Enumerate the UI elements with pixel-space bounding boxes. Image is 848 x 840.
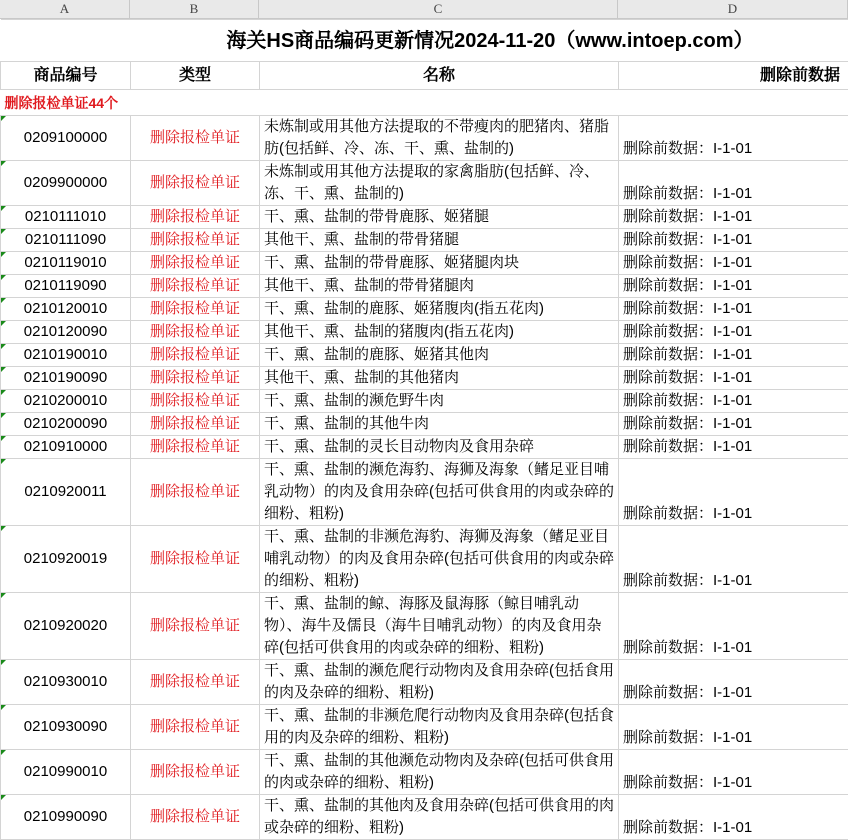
code-cell[interactable]: 0210111090 [1,229,131,252]
prev-data-cell[interactable]: 删除前数据：I-1-01 [619,344,848,367]
type-cell[interactable]: 删除报检单证 [131,660,260,705]
code-cell[interactable]: 0209100000 [1,116,131,161]
code-cell[interactable]: 0209900000 [1,161,131,206]
prev-data-cell[interactable]: 删除前数据：I-1-01 [619,593,848,660]
table-row [1,229,848,252]
name-cell[interactable]: 未炼制或用其他方法提取的家禽脂肪(包括鲜、冷、冻、干、熏、盐制的) [260,161,619,206]
prev-data-cell[interactable]: 删除前数据：I-1-01 [619,390,848,413]
table-row [1,206,848,229]
table-row [1,413,848,436]
name-cell[interactable]: 其他干、熏、盐制的带骨猪腿 [260,229,619,252]
name-cell[interactable]: 干、熏、盐制的灵长目动物肉及食用杂碎 [260,436,619,459]
header-type[interactable]: 类型 [131,62,260,90]
type-cell[interactable]: 删除报检单证 [131,593,260,660]
code-cell[interactable]: 0210930090 [1,705,131,750]
code-cell[interactable]: 0210111010 [1,206,131,229]
name-cell[interactable]: 干、熏、盐制的其他肉及食用杂碎(包括可供食用的肉或杂碎的细粉、粗粉) [260,795,619,840]
table-row [1,750,848,795]
header-prev[interactable]: 删除前数据 [619,62,848,90]
type-cell[interactable]: 删除报检单证 [131,413,260,436]
spreadsheet-grid [0,19,848,840]
table-row [1,252,848,275]
prev-data-cell[interactable]: 删除前数据：I-1-01 [619,413,848,436]
prev-data-cell[interactable]: 删除前数据：I-1-01 [619,161,848,206]
table-row [1,321,848,344]
code-cell[interactable]: 0210120010 [1,298,131,321]
code-cell[interactable]: 0210990010 [1,750,131,795]
type-cell[interactable]: 删除报检单证 [131,795,260,840]
column-header-d[interactable]: D [618,0,848,18]
type-cell[interactable]: 删除报检单证 [131,367,260,390]
column-header-bar [0,0,848,19]
prev-data-cell[interactable]: 删除前数据：I-1-01 [619,526,848,593]
table-row [1,459,848,526]
name-cell[interactable]: 其他干、熏、盐制的猪腹肉(指五花肉) [260,321,619,344]
name-cell[interactable]: 干、熏、盐制的非濒危爬行动物肉及食用杂碎(包括食用的肉及杂碎的细粉、粗粉) [260,705,619,750]
table-row [1,161,848,206]
type-cell[interactable]: 删除报检单证 [131,390,260,413]
name-cell[interactable]: 干、熏、盐制的带骨鹿豚、姬猪腿 [260,206,619,229]
code-cell[interactable]: 0210910000 [1,436,131,459]
table-row [1,298,848,321]
code-cell[interactable]: 0210119010 [1,252,131,275]
table-row [1,275,848,298]
name-cell[interactable]: 其他干、熏、盐制的带骨猪腿肉 [260,275,619,298]
type-cell[interactable]: 删除报检单证 [131,229,260,252]
type-cell[interactable]: 删除报检单证 [131,526,260,593]
code-cell[interactable]: 0210200010 [1,390,131,413]
table-row [1,116,848,161]
type-cell[interactable]: 删除报检单证 [131,298,260,321]
type-cell[interactable]: 删除报检单证 [131,321,260,344]
table-row [1,795,848,840]
type-cell[interactable]: 删除报检单证 [131,344,260,367]
type-cell[interactable]: 删除报检单证 [131,116,260,161]
code-cell[interactable]: 0210920019 [1,526,131,593]
type-cell[interactable]: 删除报检单证 [131,705,260,750]
header-code[interactable]: 商品编号 [1,62,131,90]
table-row [1,526,848,593]
prev-data-cell[interactable]: 删除前数据：I-1-01 [619,116,848,161]
sheet-title[interactable]: 海关HS商品编码更新情况2024-11-20（www.intoep.com） [1,20,848,62]
prev-data-cell[interactable]: 删除前数据：I-1-01 [619,206,848,229]
table-row [1,344,848,367]
section-label[interactable]: 删除报检单证44个 [1,90,848,116]
prev-data-cell[interactable]: 删除前数据：I-1-01 [619,229,848,252]
code-cell[interactable]: 0210200090 [1,413,131,436]
name-cell[interactable]: 干、熏、盐制的濒危野牛肉 [260,390,619,413]
prev-data-cell[interactable]: 删除前数据：I-1-01 [619,795,848,840]
table-row [1,436,848,459]
table-row [1,593,848,660]
name-cell[interactable]: 干、熏、盐制的鹿豚、姬猪其他肉 [260,344,619,367]
name-cell[interactable]: 其他干、熏、盐制的其他猪肉 [260,367,619,390]
name-cell[interactable]: 干、熏、盐制的鲸、海豚及鼠海豚（鲸目哺乳动物）、海牛及儒艮（海牛目哺乳动物）的肉及食用杂碎(包括可供食用的肉或杂碎的细粉、粗粉) [260,593,619,660]
code-cell[interactable]: 0210920020 [1,593,131,660]
code-cell[interactable]: 0210930010 [1,660,131,705]
name-cell[interactable]: 干、熏、盐制的其他牛肉 [260,413,619,436]
code-cell[interactable]: 0210190010 [1,344,131,367]
table-row [1,367,848,390]
name-cell[interactable]: 干、熏、盐制的非濒危海豹、海狮及海象（鳍足亚目哺乳动物）的肉及食用杂碎(包括可供食用的肉或杂碎的细粉、粗粉) [260,526,619,593]
type-cell[interactable]: 删除报检单证 [131,436,260,459]
column-header-a[interactable]: A [0,0,130,18]
prev-data-cell[interactable]: 删除前数据：I-1-01 [619,459,848,526]
type-cell[interactable]: 删除报检单证 [131,275,260,298]
header-row [1,62,848,90]
header-name[interactable]: 名称 [260,62,619,90]
name-cell[interactable]: 干、熏、盐制的带骨鹿豚、姬猪腿肉块 [260,252,619,275]
code-cell[interactable]: 0210920011 [1,459,131,526]
column-header-b[interactable]: B [130,0,259,18]
column-header-c[interactable]: C [259,0,618,18]
type-cell[interactable]: 删除报检单证 [131,161,260,206]
code-cell[interactable]: 0210190090 [1,367,131,390]
name-cell[interactable]: 干、熏、盐制的鹿豚、姬猪腹肉(指五花肉) [260,298,619,321]
code-cell[interactable]: 0210120090 [1,321,131,344]
table-row [1,705,848,750]
prev-data-cell[interactable]: 删除前数据：I-1-01 [619,660,848,705]
name-cell[interactable]: 干、熏、盐制的濒危爬行动物肉及食用杂碎(包括食用的肉及杂碎的细粉、粗粉) [260,660,619,705]
name-cell[interactable]: 未炼制或用其他方法提取的不带瘦肉的肥猪肉、猪脂肪(包括鲜、冷、冻、干、熏、盐制的) [260,116,619,161]
code-cell[interactable]: 0210990090 [1,795,131,840]
prev-data-cell[interactable]: 删除前数据：I-1-01 [619,252,848,275]
prev-data-cell[interactable]: 删除前数据：I-1-01 [619,705,848,750]
prev-data-cell[interactable]: 删除前数据：I-1-01 [619,436,848,459]
title-row [1,20,848,62]
type-cell[interactable]: 删除报检单证 [131,206,260,229]
prev-data-cell[interactable]: 删除前数据：I-1-01 [619,750,848,795]
name-cell[interactable]: 干、熏、盐制的濒危海豹、海狮及海象（鳍足亚目哺乳动物）的肉及食用杂碎(包括可供食用的肉或杂碎的细粉、粗粉) [260,459,619,526]
prev-data-cell[interactable]: 删除前数据：I-1-01 [619,275,848,298]
prev-data-cell[interactable]: 删除前数据：I-1-01 [619,298,848,321]
table-row [1,660,848,705]
type-cell[interactable]: 删除报检单证 [131,459,260,526]
code-cell[interactable]: 0210119090 [1,275,131,298]
type-cell[interactable]: 删除报检单证 [131,750,260,795]
prev-data-cell[interactable]: 删除前数据：I-1-01 [619,367,848,390]
section-row [1,90,848,116]
name-cell[interactable]: 干、熏、盐制的其他濒危动物肉及杂碎(包括可供食用的肉或杂碎的细粉、粗粉) [260,750,619,795]
table-row [1,390,848,413]
type-cell[interactable]: 删除报检单证 [131,252,260,275]
prev-data-cell[interactable]: 删除前数据：I-1-01 [619,321,848,344]
